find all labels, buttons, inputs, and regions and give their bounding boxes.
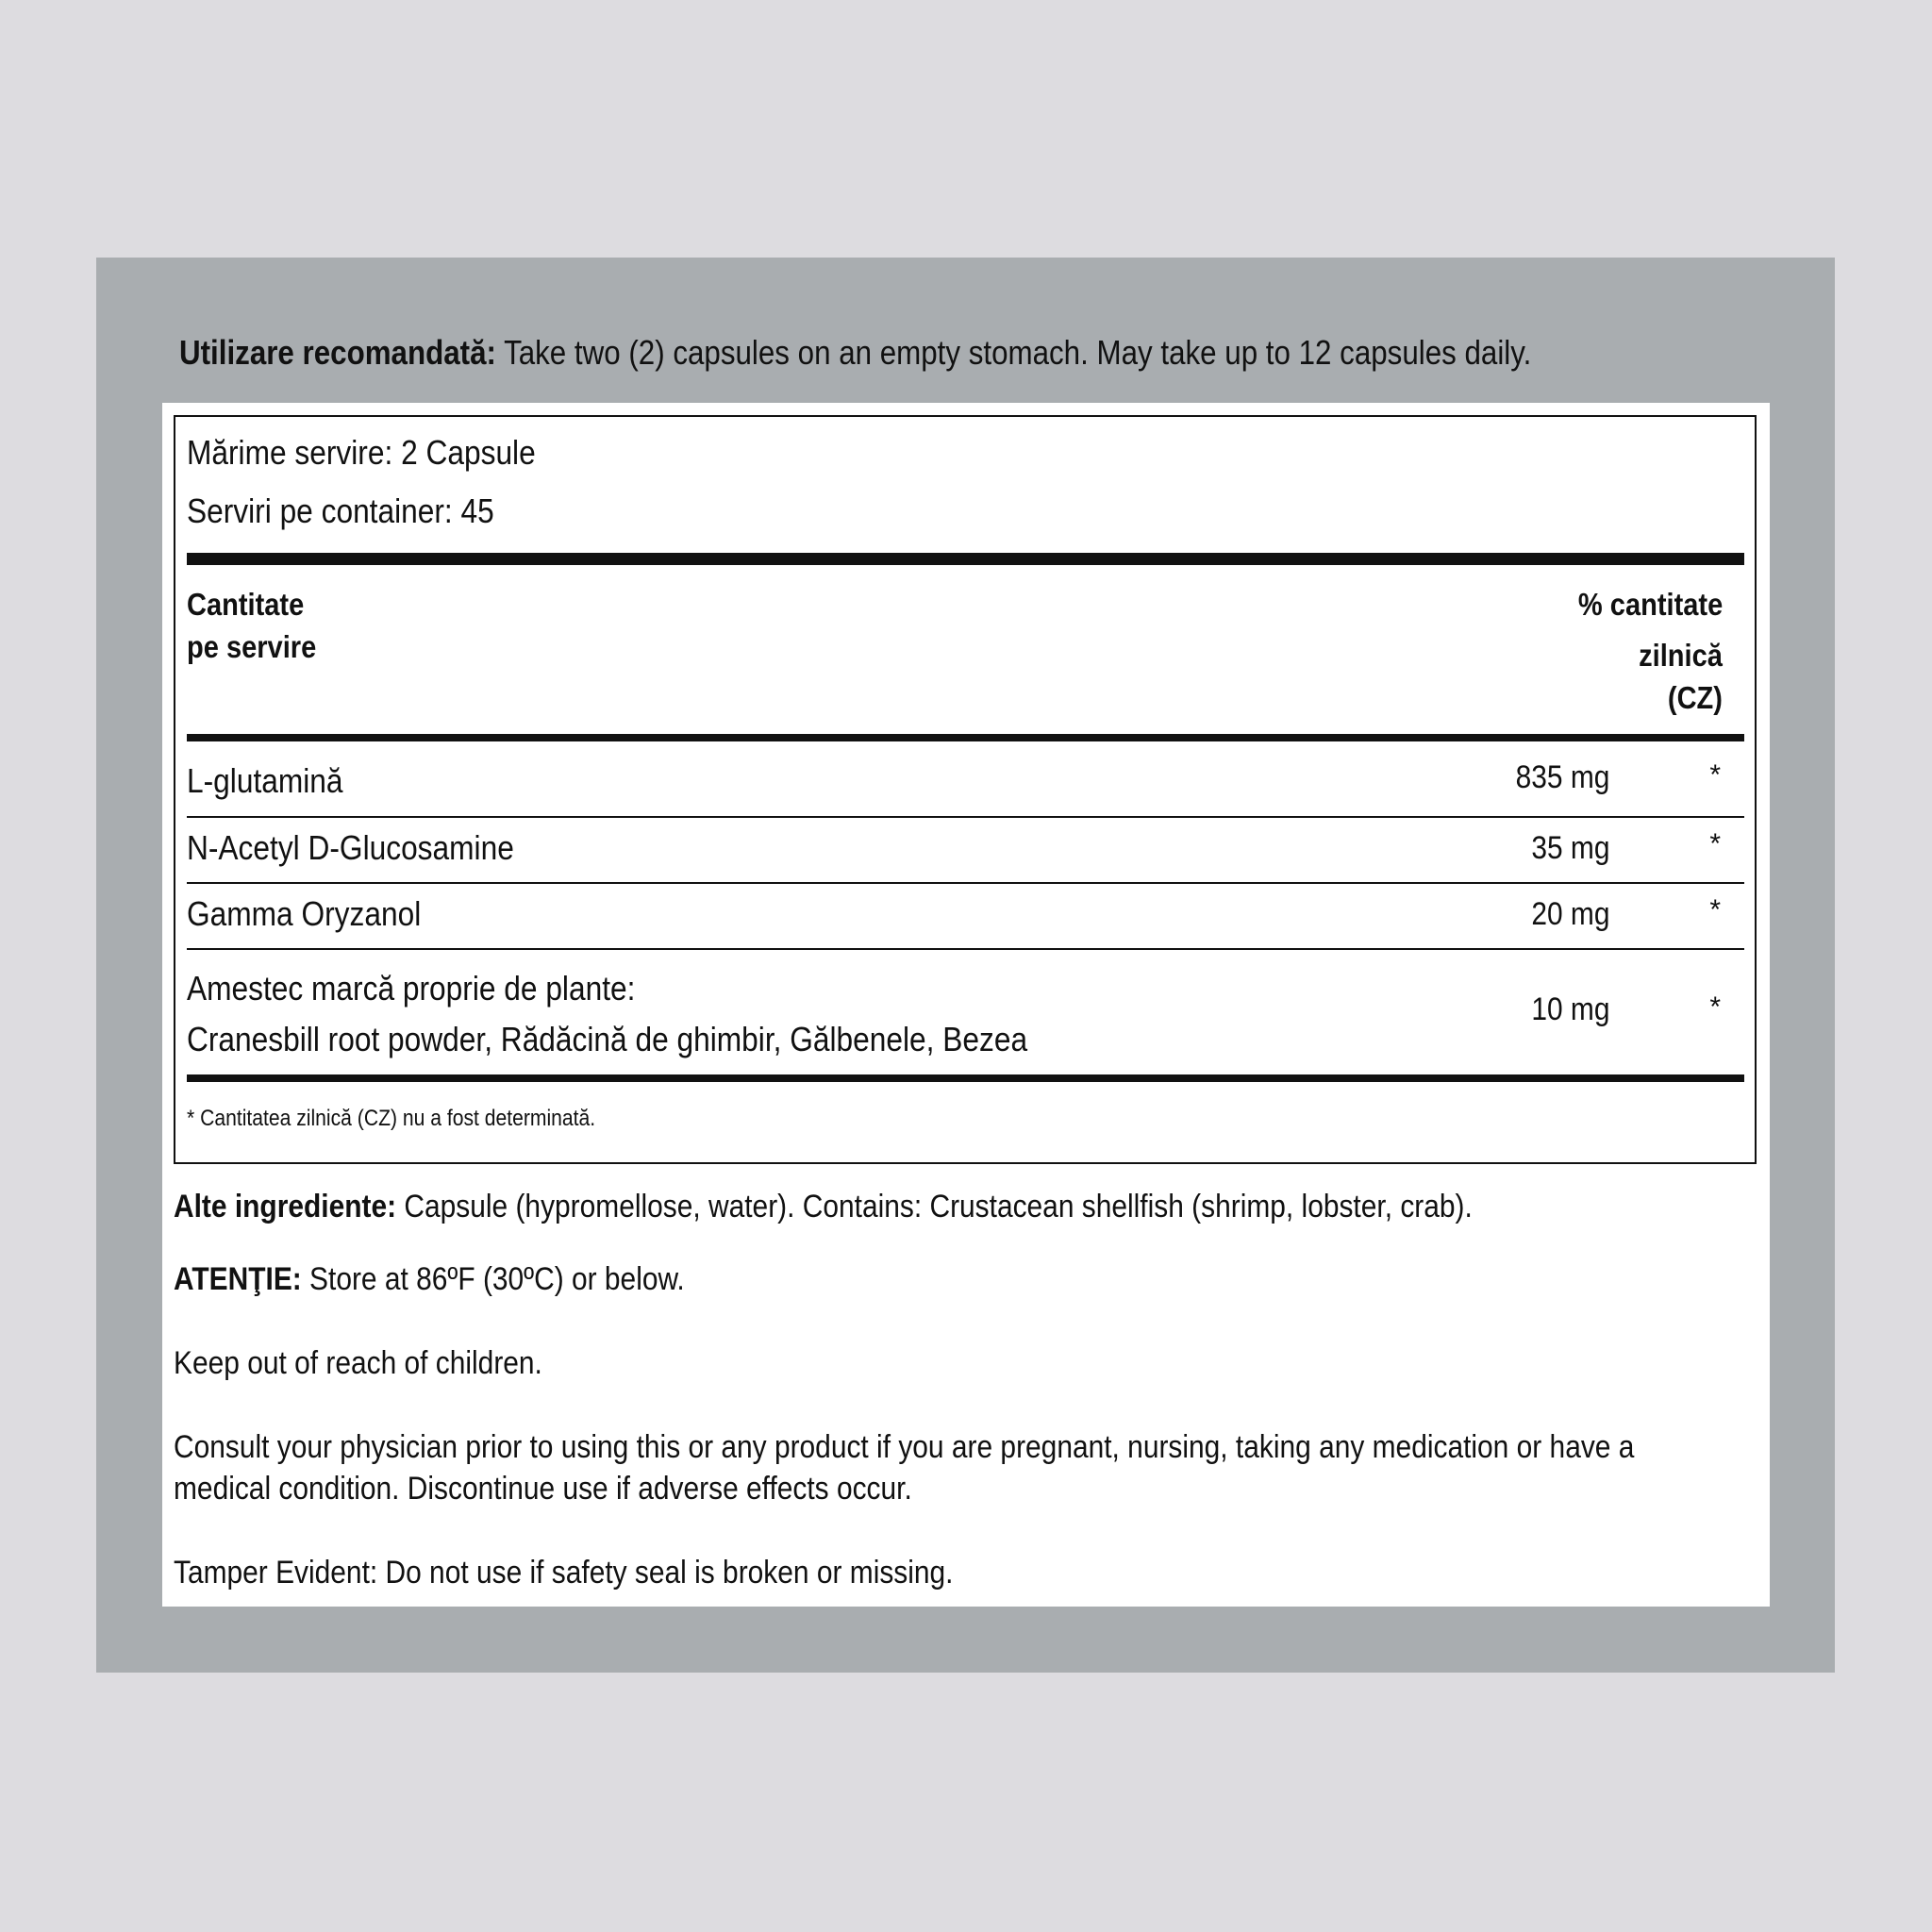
ingredient-amount: 835 mg [1515, 759, 1609, 795]
suggested-use-label: Utilizare recomandată: [179, 333, 496, 372]
warning-text: Store at 86ºF (30ºC) or below. [301, 1261, 685, 1297]
ingredient-amount: 20 mg [1530, 896, 1609, 932]
other-ingredients-text: Capsule (hypromellose, water). Contains: Crustacean shellfish (shrimp, lobster, crab). [396, 1189, 1473, 1224]
ingredient-subtext: Cranesbill root powder, Rădăcină de ghimbir, Gălbenele, Bezea [187, 1020, 1028, 1058]
row-divider [187, 816, 1744, 818]
amount-header-line1: Cantitate [187, 587, 305, 622]
ingredient-amount: 10 mg [1530, 991, 1609, 1027]
ingredient-name: N-Acetyl D-Glucosamine [187, 828, 514, 867]
suggested-use-text: Take two (2) capsules on an empty stomach. May take up to 12 capsules daily. [495, 333, 1532, 372]
daily-value-marker: * [1709, 991, 1721, 1023]
supplement-facts-box [174, 415, 1757, 1164]
ingredient-name: L-glutamină [187, 761, 343, 800]
other-ingredients-label: Alte ingrediente: [174, 1189, 397, 1224]
dv-header-line2: zilnică [1639, 638, 1723, 673]
daily-value-marker: * [1709, 894, 1721, 925]
dv-header-line3: (CZ) [1667, 680, 1723, 715]
consult-line-1: Consult your physician prior to using this or any product if you are pregnant, nursing, taking any medication or have a [174, 1429, 1635, 1465]
ingredient-name: Gamma Oryzanol [187, 894, 422, 933]
other-ingredients [174, 1186, 1473, 1227]
tamper-notice: Tamper Evident: Do not use if safety seal is broken or missing. [174, 1555, 954, 1591]
suggested-use [179, 330, 1591, 375]
ingredient-amount: 35 mg [1530, 830, 1609, 866]
daily-value-marker: * [1709, 759, 1721, 791]
dv-header-line1: % cantitate [1577, 587, 1723, 622]
warning-label: ATENŢIE: [174, 1261, 302, 1297]
footnote: * Cantitatea zilnică (CZ) nu a fost determinată. [187, 1106, 596, 1131]
row-divider [187, 948, 1744, 950]
amount-header-line2: pe servire [187, 629, 317, 664]
consult-line-2: medical condition. Discontinue use if adverse effects occur. [174, 1471, 912, 1507]
row-divider [187, 882, 1744, 884]
daily-value-marker: * [1709, 828, 1721, 859]
label-card [162, 403, 1770, 1607]
warning [174, 1258, 685, 1300]
serving-size: Mărime servire: 2 Capsule [187, 433, 536, 472]
servings-per-container: Serviri pe container: 45 [187, 491, 494, 530]
thick-divider [187, 553, 1744, 565]
keep-out-notice: Keep out of reach of children. [174, 1345, 542, 1381]
ingredient-name: Amestec marcă proprie de plante: [187, 969, 636, 1008]
label-panel [96, 258, 1835, 1673]
header-divider [187, 734, 1744, 741]
bottom-divider [187, 1074, 1744, 1082]
